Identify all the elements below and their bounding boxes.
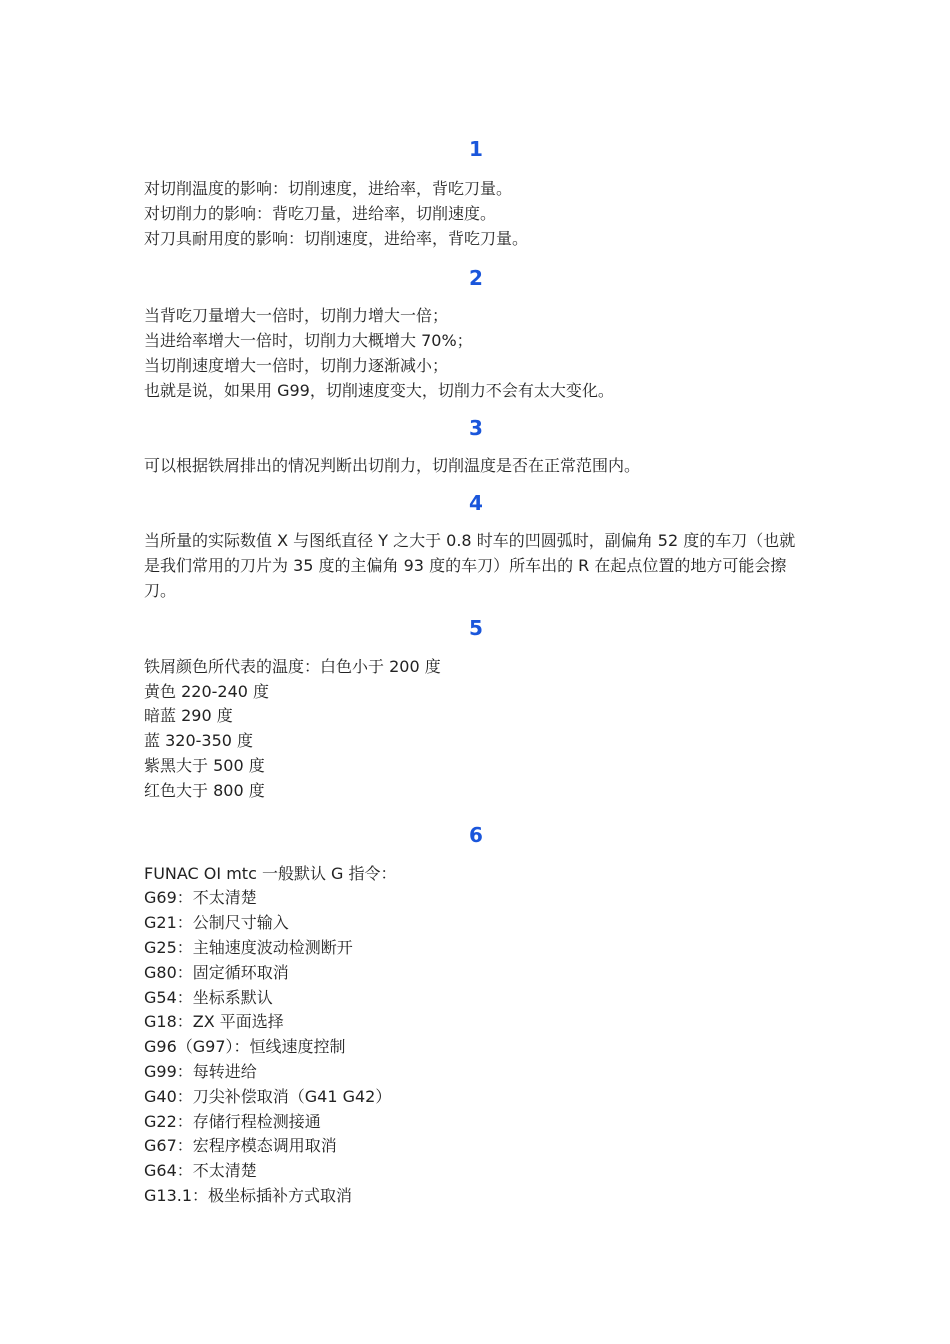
section-6-line-12: G67：宏程序模态调用取消 [144, 1136, 337, 1156]
section-6-line-13: G64：不太清楚 [144, 1161, 257, 1181]
section-2-line-4: 也就是说，如果用 G99，切削速度变大，切削力不会有太大变化。 [144, 380, 614, 400]
section-6-line-9: G99：每转进给 [144, 1061, 257, 1081]
section-6-line-2: G69：不太清楚 [144, 888, 257, 908]
section-5-line-1: 铁屑颜色所代表的温度：白色小于 200 度 [144, 656, 441, 676]
section-3-heading: 3 [469, 415, 483, 440]
section-2-line-3: 当切削速度增大一倍时，切削力逐渐减小； [144, 355, 449, 375]
section-4-body [144, 529, 808, 603]
document-content [144, 136, 808, 1209]
section-5-line-5: 紫黑大于 500 度 [144, 755, 265, 775]
section-6-heading: 6 [469, 822, 483, 847]
section-4-paragraph: 当所量的实际数值 X 与图纸直径 Y 之大于 0.8 时车的凹圆弧时，副偏角 52 度的车刀（也就是我们常用的刀片为 35 度的主偏角 93 度的车刀）所车出的 R 在起点位置的地方可能会擦刀。 [144, 531, 796, 600]
section-3-body [144, 454, 808, 479]
section-6-line-14: G13.1：极坐标插补方式取消 [144, 1185, 353, 1205]
section-6-line-11: G22：存储行程检测接通 [144, 1111, 321, 1131]
section-5-line-3: 暗蓝 290 度 [144, 706, 233, 726]
section-6-line-7: G18：ZX 平面选择 [144, 1012, 284, 1032]
section-6-line-5: G80：固定循环取消 [144, 962, 289, 982]
section-1-heading: 1 [469, 137, 483, 161]
section-1-line-1: 对切削温度的影响：切削速度，进给率，背吃刀量。 [144, 179, 513, 198]
section-6-line-3: G21：公制尺寸输入 [144, 913, 289, 933]
section-5-line-6: 红色大于 800 度 [144, 780, 265, 800]
section-5-line-2: 黄色 220-240 度 [144, 681, 270, 701]
section-3-line-1: 可以根据铁屑排出的情况判断出切削力，切削温度是否在正常范围内。 [144, 455, 641, 475]
section-6-line-10: G40：刀尖补偿取消（G41 G42） [144, 1086, 392, 1106]
section-2-heading: 2 [469, 266, 483, 291]
section-1-line-2: 对切削力的影响：背吃刀量，进给率，切削速度。 [144, 203, 497, 223]
section-5-body [144, 655, 808, 804]
section-4-heading: 4 [469, 491, 483, 516]
section-5-heading: 5 [469, 615, 483, 640]
section-6-line-4: G25：主轴速度波动检测断开 [144, 937, 353, 957]
section-6-line-6: G54：坐标系默认 [144, 987, 273, 1007]
section-6-line-8: G96（G97）：恒线速度控制 [144, 1037, 346, 1057]
section-1-line-3: 对刀具耐用度的影响：切削速度，进给率，背吃刀量。 [144, 228, 529, 248]
section-2-body [144, 304, 808, 403]
section-2-line-2: 当进给率增大一倍时，切削力大概增大 70%； [144, 331, 473, 351]
section-6-body [144, 862, 808, 1209]
section-6-line-1: FUNAC OI mtc 一般默认 G 指令： [144, 863, 397, 883]
section-1-body [144, 177, 808, 251]
section-2-line-1: 当背吃刀量增大一倍时，切削力增大一倍； [144, 306, 449, 326]
section-5-line-4: 蓝 320-350 度 [144, 731, 254, 751]
